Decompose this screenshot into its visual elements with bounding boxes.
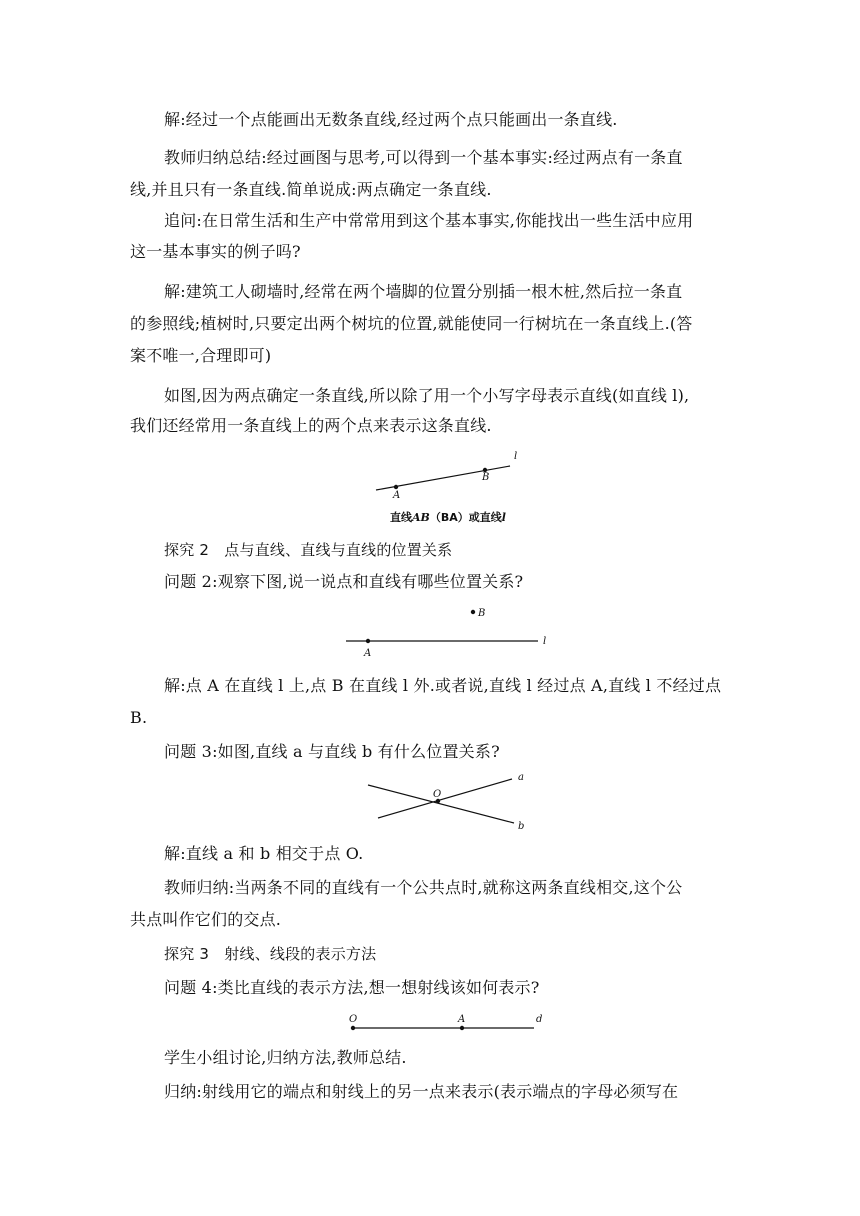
paragraph-line-6: 解:建筑工人砌墙时,经常在两个墙脚的位置分别插一根木桩,然后拉一条直	[164, 282, 683, 301]
label-o: O	[433, 789, 442, 800]
label-d: d	[536, 1014, 543, 1025]
section-heading-2: 探究 2 点与直线、直线与直线的位置关系	[164, 541, 453, 559]
label-b: b	[518, 821, 525, 832]
paragraph-line-15: 解:直线 a 和 b 相交于点 O.	[164, 844, 364, 863]
paragraph-line-9: 如图,因为两点确定一条直线,所以除了用一个小写字母表示直线(如直线 l),	[164, 386, 690, 405]
paragraph-line-19: 学生小组讨论,归纳方法,教师总结.	[164, 1048, 407, 1067]
paragraph-line-17: 共点叫作它们的交点.	[130, 910, 282, 929]
figure-ray	[342, 1008, 552, 1034]
label-b: B	[478, 608, 486, 619]
paragraph-line-4: 追问:在日常生活和生产中常常用到这个基本事实,你能找出一些生活中应用	[164, 211, 694, 230]
paragraph-line-13: B.	[130, 708, 148, 727]
figure-caption: 直线AB（BA）或直线l	[390, 511, 506, 524]
point-o	[351, 1026, 355, 1030]
label-a: A	[364, 648, 372, 659]
paragraph-line-14: 问题 3:如图,直线 a 与直线 b 有什么位置关系?	[164, 742, 500, 761]
paragraph-line-16: 教师归纳:当两条不同的直线有一个公共点时,就称这两条直线相交,这个公	[164, 878, 683, 897]
label-a: A	[393, 490, 401, 501]
paragraph-line-12: 解:点 A 在直线 l 上,点 B 在直线 l 外.或者说,直线 l 经过点 A,直线 l 不经过点	[164, 676, 722, 695]
paragraph-line-5: 这一基本事实的例子吗?	[130, 242, 301, 261]
paragraph-line-10: 我们还经常用一条直线上的两个点来表示这条直线.	[130, 416, 492, 435]
paragraph-line-18: 问题 4:类比直线的表示方法,想一想射线该如何表示?	[164, 978, 540, 997]
paragraph-line-2: 教师归纳总结:经过画图与思考,可以得到一个基本事实:经过两点有一条直	[164, 148, 683, 167]
figure-intersecting-lines	[362, 768, 542, 832]
paragraph-line-11: 问题 2:观察下图,说一说点和直线有哪些位置关系?	[164, 572, 524, 591]
label-l: l	[514, 451, 518, 462]
point-a	[366, 639, 370, 643]
point-b	[471, 610, 475, 614]
paragraph-line-20: 归纳:射线用它的端点和射线上的另一点来表示(表示端点的字母必须写在	[164, 1082, 679, 1101]
line-a	[378, 779, 512, 818]
paragraph-line-1: 解:经过一个点能画出无数条直线,经过两个点只能画出一条直线.	[164, 110, 618, 129]
point-a	[394, 485, 398, 489]
paragraph-line-8: 案不唯一,合理即可)	[130, 346, 272, 365]
point-a	[460, 1026, 464, 1030]
label-b: B	[482, 472, 490, 483]
label-a: a	[518, 772, 524, 783]
paragraph-line-7: 的参照线;植树时,只要定出两个树坑的位置,就能使同一行树坑在一条直线上.(答	[130, 314, 693, 333]
section-heading-3: 探究 3 射线、线段的表示方法	[164, 945, 377, 963]
paragraph-line-3: 线,并且只有一条直线.简单说成:两点确定一条直线.	[130, 180, 492, 199]
label-o: O	[349, 1014, 358, 1025]
figure-point-line	[340, 600, 560, 662]
figure-line-ab	[368, 446, 538, 528]
label-a: A	[458, 1014, 466, 1025]
label-l: l	[543, 636, 547, 647]
